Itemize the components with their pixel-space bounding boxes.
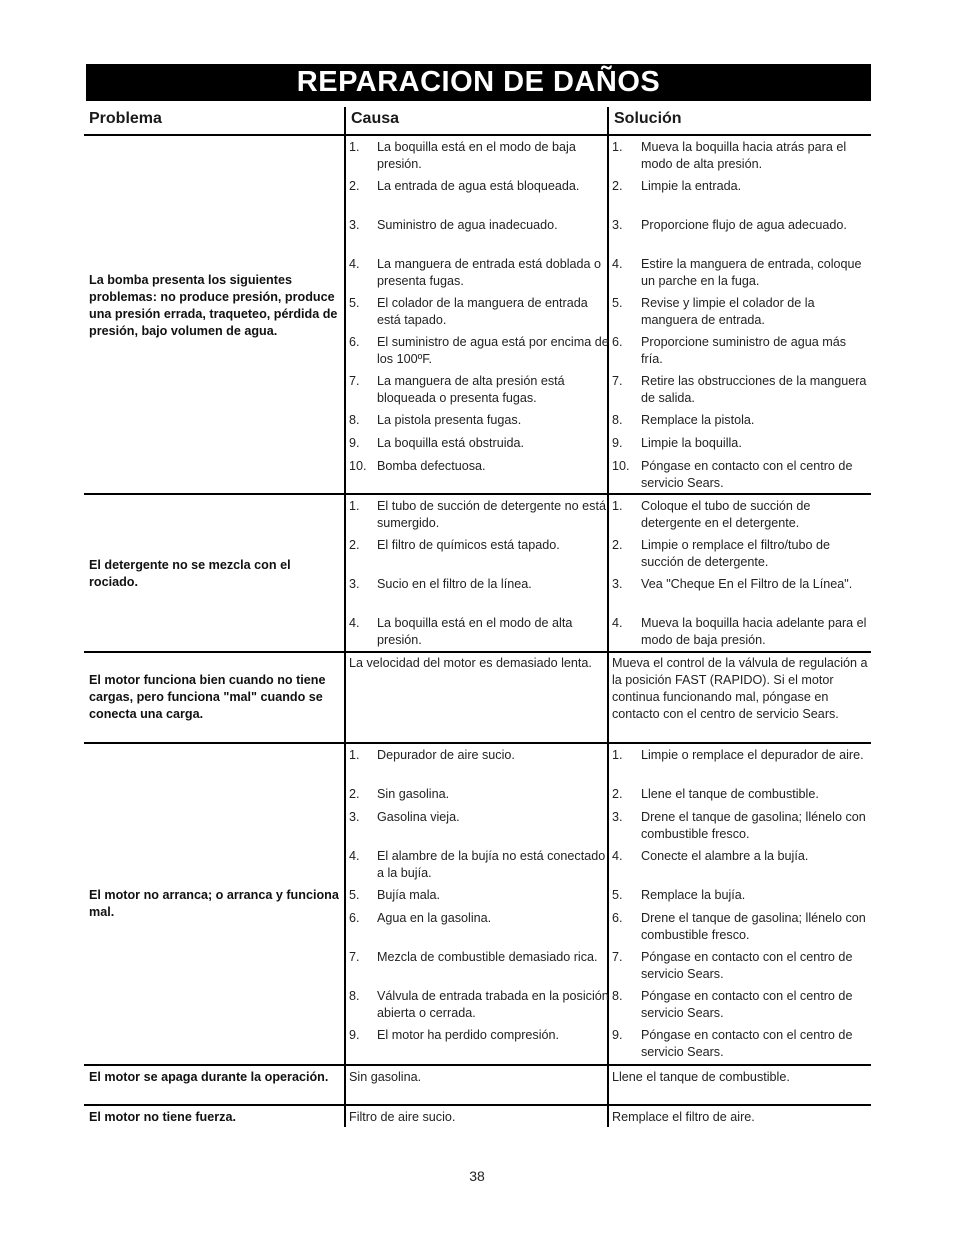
page-title: REPARACION DE DAÑOS: [86, 64, 871, 101]
solution-text: Remplace el filtro de aire.: [612, 1110, 755, 1124]
solution-item: 8. Póngase en contacto con el centro de servicio Sears.: [612, 989, 853, 1020]
cause-item: 7. La manguera de alta presión está bloqueada o presenta fugas.: [349, 374, 565, 405]
section-divider: [84, 1064, 871, 1066]
solution-item: 8. Remplace la pistola.: [612, 413, 755, 427]
solution-item: 4. Conecte el alambre a la bujía.: [612, 849, 809, 863]
solution-item: 9. Póngase en contacto con el centro de servicio Sears.: [612, 1028, 853, 1059]
cause-item: 5. Bujía mala.: [349, 888, 440, 902]
column-divider: [344, 107, 346, 1127]
solution-item: 6. Drene el tanque de gasolina; llénelo con combustible fresco.: [612, 911, 866, 942]
solution-item: 4. Estire la manguera de entrada, coloque un parche en la fuga.: [612, 257, 862, 288]
cause-item: 2. Sin gasolina.: [349, 787, 450, 801]
problem-text: El motor funciona bien cuando no tiene cargas, pero funciona "mal" cuando se conecta una carga.: [89, 673, 326, 721]
section-divider: [84, 134, 871, 136]
cause-item: 1. El tubo de succión de detergente no está sumergido.: [349, 499, 606, 530]
solution-item: 6. Proporcione suministro de agua más fría.: [612, 335, 847, 366]
header-solucion: Solución: [614, 110, 682, 127]
cause-item: 8. Válvula de entrada trabada en la posición abierta o cerrada.: [349, 989, 609, 1020]
section-divider: [84, 742, 871, 744]
solution-item: 1. Coloque el tubo de succión de detergente en el detergente.: [612, 499, 811, 530]
cause-item: 6. Agua en la gasolina.: [349, 911, 492, 925]
solution-item: 4. Mueva la boquilla hacia adelante para el modo de baja presión.: [612, 616, 867, 647]
problem-text: El detergente no se mezcla con el rociado.: [89, 558, 291, 589]
solution-item: 2. Limpie o remplace el filtro/tubo de succión de detergente.: [612, 538, 831, 569]
solution-item: 1. Limpie o remplace el depurador de aire.: [612, 748, 864, 762]
solution-item: 10. Póngase en contacto con el centro de servicio Sears.: [612, 459, 853, 490]
problem-text: El motor se apaga durante la operación.: [89, 1070, 329, 1084]
cause-item: 8. La pistola presenta fugas.: [349, 413, 522, 427]
cause-item: 9. El motor ha perdido compresión.: [349, 1028, 560, 1042]
cause-item: 1. Depurador de aire sucio.: [349, 748, 515, 762]
cause-item: 4. La boquilla está en el modo de alta presión.: [349, 616, 573, 647]
solution-item: 3. Vea "Cheque En el Filtro de la Línea".: [612, 577, 853, 591]
cause-text: Filtro de aire sucio.: [349, 1110, 456, 1124]
solution-item: 5. Revise y limpie el colador de la manguera de entrada.: [612, 296, 815, 327]
cause-item: 5. El colador de la manguera de entrada está tapado.: [349, 296, 588, 327]
solution-item: 1. Mueva la boquilla hacia atrás para el modo de alta presión.: [612, 140, 847, 171]
solution-text: Mueva el control de la válvula de regulación a la posición FAST (RAPIDO). Si el motor continua funcionando mal, póngase en contacto con el centro de servicio Sears.: [612, 656, 868, 721]
solution-item: 3. Proporcione flujo de agua adecuado.: [612, 218, 847, 232]
cause-item: 2. El filtro de químicos está tapado.: [349, 538, 560, 552]
cause-text: La velocidad del motor es demasiado lenta.: [349, 656, 592, 670]
cause-text: Sin gasolina.: [349, 1070, 422, 1084]
header-problema: Problema: [89, 110, 162, 127]
problem-text: El motor no arranca; o arranca y funciona mal.: [89, 888, 339, 919]
section-divider: [84, 493, 871, 495]
solution-item: 9. Limpie la boquilla.: [612, 436, 742, 450]
section-divider: [84, 651, 871, 653]
cause-item: 10. Bomba defectuosa.: [349, 459, 486, 473]
cause-item: 3. Gasolina vieja.: [349, 810, 460, 824]
solution-item: 3. Drene el tanque de gasolina; llénelo con combustible fresco.: [612, 810, 866, 841]
cause-item: 3. Sucio en el filtro de la línea.: [349, 577, 532, 591]
cause-item: 6. El suministro de agua está por encima de los 100ºF.: [349, 335, 609, 366]
header-causa: Causa: [351, 110, 400, 127]
page-number: 38: [469, 1168, 485, 1184]
cause-item: 1. La boquilla está en el modo de baja presión.: [349, 140, 576, 171]
solution-item: 2. Limpie la entrada.: [612, 179, 742, 193]
solution-item: 7. Retire las obstrucciones de la manguera de salida.: [612, 374, 867, 405]
section-divider: [84, 1104, 871, 1106]
solution-text: Llene el tanque de combustible.: [612, 1070, 790, 1084]
problem-text: El motor no tiene fuerza.: [89, 1110, 236, 1124]
cause-item: 2. La entrada de agua está bloqueada.: [349, 179, 580, 193]
cause-item: 3. Suministro de agua inadecuado.: [349, 218, 558, 232]
solution-item: 7. Póngase en contacto con el centro de servicio Sears.: [612, 950, 853, 981]
solution-item: 5. Remplace la bujía.: [612, 888, 746, 902]
cause-item: 7. Mezcla de combustible demasiado rica.: [349, 950, 598, 964]
cause-item: 9. La boquilla está obstruida.: [349, 436, 525, 450]
cause-item: 4. La manguera de entrada está doblada o presenta fugas.: [349, 257, 602, 288]
cause-item: 4. El alambre de la bujía no está conectado a la bujía.: [349, 849, 606, 880]
problem-text: La bomba presenta los siguientes problemas: no produce presión, produce una presión errada, traqueteo, pérdida de presión, bajo volumen de agua.: [89, 273, 338, 338]
solution-item: 2. Llene el tanque de combustible.: [612, 787, 819, 801]
